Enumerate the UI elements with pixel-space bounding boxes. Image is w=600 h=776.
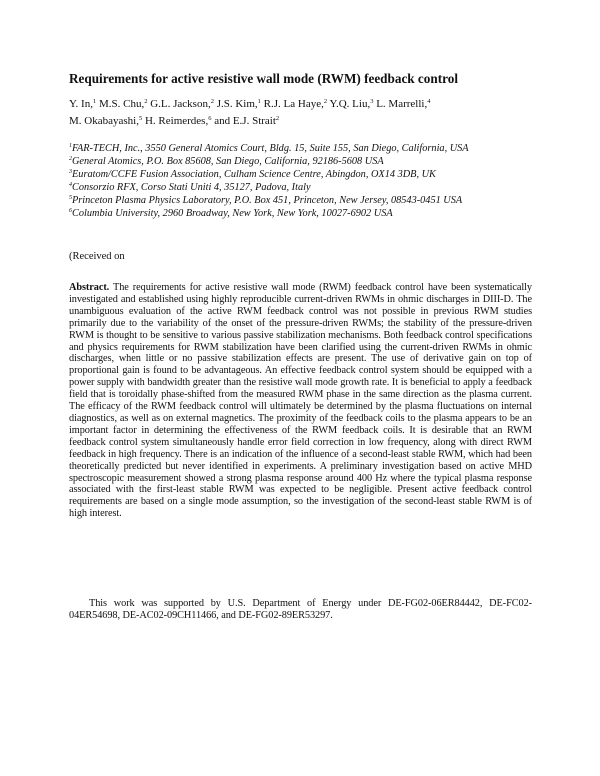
affiliation-list — [69, 142, 539, 220]
author: R.J. La Haye,$^2$ — [263, 98, 328, 110]
affiliation: $^4$Consorzio RFX, Corso Stati Uniti 4, 35127, Padova, Italy — [69, 182, 311, 193]
author: H. Reimerdes,$^6$ — [144, 115, 212, 127]
paper-title: Requirements for active resistive wall mode (RWM) feedback control — [69, 71, 458, 86]
acknowledgment: This work was supported by U.S. Department of Energy under DE-FG02-06ER84442, DE-FC02-04ER54698, DE-AC02-09CH11466, and DE-FG02-89ER53297. — [69, 598, 532, 621]
received-date: (Received on — [69, 251, 125, 262]
abstract — [69, 282, 532, 520]
author: J.S. Kim,$^1$ — [216, 98, 261, 110]
affiliation: $^5$Princeton Plasma Physics Laboratory, P.O. Box 451, Princeton, New Jersey, 08543-0451 USA — [69, 195, 463, 206]
abstract-text: The requirements for active resistive wall mode (RWM) feedback control have been systematically investigated and established using highly reproducible current-driven RWMs in ohmic discharges in DIII-D. The unambiguous evaluation of the active RWM feedback control was not possible in previous RWM studies primarily due to the variability of the onset of the pressure-driven RWMs; the stability of the pressure-driven RWM is thought to be sensitive to various passive stabilization mechanisms. Both feedback control specifications and physics requirements for RWM stabilization have been clarified using the current-driven RWMs in ohmic discharges, when little or no passive stabilization effects are present. The use of derivative gain on top of proportional gain is found to be advantageous. An effective feedback control system should be equipped with a power supply with bandwidth greater than the resistive wall mode growth rate. It is beneficial to apply a feedback field that is toroidally phase-shifted from the measured RWM phase in the same direction as the plasma current. The efficacy of the RWM feedback control will ultimately be determined by the plasma fluctuations on internal diagnostics, as well as on external magnetics. The proximity of the feedback coils to the plasma appears to be an important factor in determining the effectiveness of the RWM feedback coils. It is desirable that an RWM feedback control system simultaneously handle error field correction in low frequency, along with direct RWM feedback in high frequency. There is an indication of the influence of a second-least stable RWM, which had been theoretically predicted but never identified in experiments. A preliminary investigation based on active MHD spectroscopic measurement showed a strong plasma response around 400 Hz where the typical plasma response associated with the first-least stable RWM was expected to be negligible. Present active feedback control requirements are based on a single mode assumption, so the investigation of the second-least stable RWM is of high interest. — [69, 282, 532, 520]
affiliation: $^6$Columbia University, 2960 Broadway, New York, New York, 10027-6902 USA — [69, 208, 393, 219]
abstract-label: Abstract. — [69, 282, 110, 293]
affiliation: $^2$General Atomics, P.O. Box 85608, San Diego, California, 92186-5608 USA — [69, 156, 384, 167]
author: M. Okabayashi,$^5$ — [69, 115, 143, 127]
affiliation: $^1$FAR-TECH, Inc., 3550 General Atomics Court, Bldg. 15, Suite 155, San Diego, California, USA — [69, 143, 469, 154]
author: M.S. Chu,$^2$ — [98, 98, 148, 110]
author: Y.Q. Liu,$^3$ — [329, 98, 374, 110]
author: Y. In,$^1$ — [69, 98, 97, 110]
author: and E.J. Strait$^2$ — [214, 115, 280, 127]
affiliation: $^3$Euratom/CCFE Fusion Association, Culham Science Centre, Abingdon, OX14 3DB, UK — [69, 169, 436, 180]
author: L. Marrelli,$^4$ — [376, 98, 431, 110]
author: G.L. Jackson,$^2$ — [150, 98, 214, 110]
author-list — [69, 96, 539, 130]
